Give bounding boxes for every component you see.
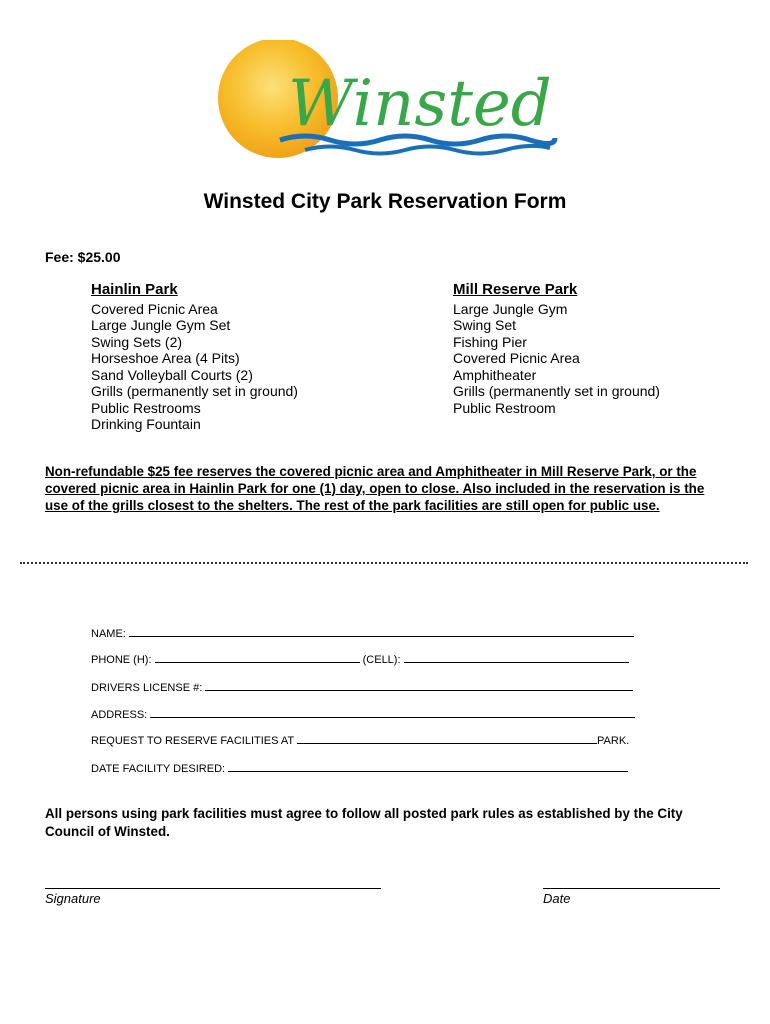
phone-label: PHONE (H):: [91, 654, 152, 666]
phone-field-row: [91, 652, 629, 666]
logo-wordmark: Winsted: [288, 67, 552, 141]
date-desired-input-line[interactable]: [228, 761, 628, 772]
park-request-input-line[interactable]: [297, 733, 597, 744]
park-heading: Hainlin Park: [91, 281, 178, 298]
name-label: NAME:: [91, 628, 126, 640]
cell-phone-input-line[interactable]: [404, 652, 629, 663]
home-phone-input-line[interactable]: [155, 652, 360, 663]
fee-text: Fee: $25.00: [45, 249, 121, 265]
winsted-logo: [210, 40, 560, 160]
license-field-row: [91, 680, 633, 694]
amenity-item: Grills (permanently set in ground): [453, 383, 660, 399]
amenity-item: Large Jungle Gym Set: [91, 317, 231, 333]
amenity-item: Covered Picnic Area: [453, 350, 580, 366]
date-label: Date: [543, 891, 571, 906]
signature-line[interactable]: [45, 888, 381, 889]
name-input-line[interactable]: [129, 626, 634, 637]
request-suffix: PARK.: [597, 735, 630, 747]
water-wave-icon: [305, 146, 550, 154]
amenity-item: Grills (permanently set in ground): [91, 383, 298, 399]
amenity-item: Horseshoe Area (4 Pits): [91, 350, 240, 366]
signature-label: Signature: [45, 891, 101, 906]
park-rules-statement: All persons using park facilities must agree to follow all posted park rules as established by the City Council of Winsted.: [45, 806, 683, 839]
cell-label: (CELL):: [362, 654, 401, 666]
hainlin-park-section: [91, 282, 298, 433]
address-input-line[interactable]: [150, 707, 635, 718]
reservation-notice: Non-refundable $25 fee reserves the covered picnic area and Amphitheater in Mill Reserve Park, or the covered picnic area in Hainlin Park for one (1) day, open to close. Also included in the reservation is the use of the grills closest to the shelters. The rest of the park facilities are still open for public use.: [45, 464, 705, 513]
date-field-row: [91, 761, 628, 775]
amenity-item: Sand Volleyball Courts (2): [91, 366, 253, 383]
park-heading: Mill Reserve Park: [453, 281, 578, 298]
request-field-row: [91, 733, 629, 747]
name-field-row: [91, 626, 634, 640]
date-line[interactable]: [543, 888, 720, 889]
address-field-row: [91, 707, 635, 721]
amenity-item: Public Restrooms: [91, 399, 201, 416]
amenity-item: Public Restroom: [453, 399, 556, 416]
page-title: Winsted City Park Reservation Form: [203, 190, 567, 213]
amenity-item: Drinking Fountain: [91, 416, 201, 432]
request-label: REQUEST TO RESERVE FACILITIES AT: [91, 735, 294, 747]
amenity-item: Swing Set: [453, 317, 517, 333]
amenity-item: Amphitheater: [453, 366, 537, 383]
amenity-item: Covered Picnic Area: [91, 300, 218, 317]
date-desired-label: DATE FACILITY DESIRED:: [91, 763, 226, 775]
mill-reserve-park-section: [453, 282, 660, 416]
amenity-item: Swing Sets (2): [91, 333, 183, 350]
amenity-item: Fishing Pier: [453, 333, 527, 350]
cut-line-divider: [20, 562, 748, 564]
license-input-line[interactable]: [205, 680, 633, 691]
amenity-item: Large Jungle Gym: [453, 300, 568, 317]
address-label: ADDRESS:: [91, 709, 148, 721]
license-label: DRIVERS LICENSE #:: [91, 682, 203, 694]
